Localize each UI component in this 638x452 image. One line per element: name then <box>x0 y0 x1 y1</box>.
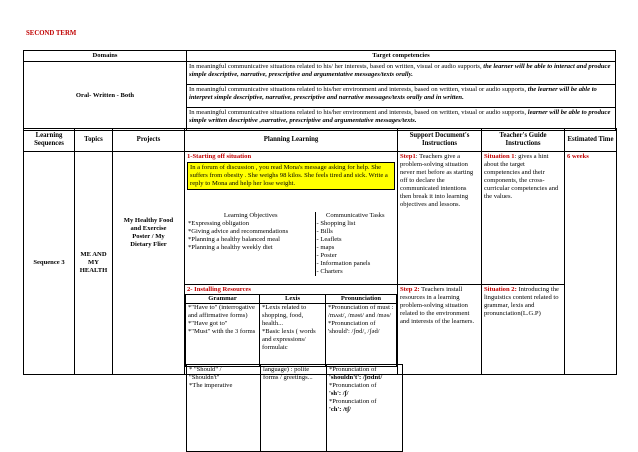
continuation-table <box>186 364 403 452</box>
objectives-tasks <box>187 212 395 276</box>
pronunciation-continued <box>327 365 403 452</box>
step2-text: Teachers install resources in a learning problem-solving situation related to the environment and interests of the learners. <box>400 286 475 326</box>
tasks-header: Communicative Tasks <box>315 212 395 220</box>
pronunciation-item: *Pronunciation of 'should': /ʃʊd/, /ʃəd/ <box>328 320 380 336</box>
guide-situation2-cell <box>482 285 565 375</box>
competency-text: In meaningful communicative situations related to his/her environment and interests, based on written, visual or audio supports, <box>189 86 528 94</box>
task-item: - Charters <box>316 268 343 276</box>
pronunciation-list <box>326 304 397 367</box>
objective-item: *Giving advice and recommendations <box>188 228 289 236</box>
pronunciation-header: Pronunciation <box>326 295 397 304</box>
estimated-time-header: Estimated Time <box>565 129 617 152</box>
tasks-list <box>315 220 395 276</box>
pronunciation-item: *Pronunciation of <box>329 366 377 373</box>
competency-goal: learner will be able to produce simple written descriptive ,narrative, prescriptive and argumentative messages/texts. <box>189 109 611 125</box>
support-doc-header: Support Document's Instructions <box>398 129 482 152</box>
objectives-header: Learning Objectives <box>223 212 278 220</box>
guide-situation1-cell <box>482 152 565 285</box>
grammar-item: *"Have to" (interrogative and affirmative forms) <box>188 304 255 320</box>
situation2-text: Introducing the linguistics content related to grammar, lexis and pronunciation(L.G.P) <box>484 286 559 318</box>
task-item: - Poster <box>316 252 337 260</box>
grammar-list <box>186 304 260 367</box>
learning-sequences-header: Learning Sequences <box>24 129 75 152</box>
topic-label: ME AND MY HEALTH <box>79 250 108 275</box>
situation1-text: : gives a hint about the target competencies and their components, the cross-curricular competencies and the values. <box>484 153 559 201</box>
grammar-item: "Shouldn't" <box>189 374 220 382</box>
estimated-time-value: 6 weeks <box>567 153 589 160</box>
grammar-continued <box>187 365 261 452</box>
lexis-item: forms / greetings... <box>263 374 313 382</box>
competency-goal: the learner will be able to interact and produce simple descriptive, narrative, prescriptive and argumentative messages/texts orally. <box>189 63 611 79</box>
pronunciation-item: 'shouldn't': /ʃʊdnt/ <box>329 374 383 382</box>
competencies-table <box>23 50 616 131</box>
grammar-header: Grammar <box>186 295 260 304</box>
objectives-list <box>187 220 315 276</box>
installing-cell <box>185 285 398 375</box>
objective-item: *Planning a healthy balanced meal <box>188 236 280 244</box>
competency-row <box>187 62 616 85</box>
situation-box: In a forum of discussion , you read Mona's message asking for help. She suffers from obesity . She weighs 98 kilos. She feels tired and sick. Write a reply to Mona and help her lose weight. <box>187 162 395 190</box>
pronunciation-item: 'sh': /ʃ/ <box>329 390 349 398</box>
competency-goal: the learner will be able to interpret simple descriptive, narrative, prescriptive and narrative messages/texts orally and in written. <box>189 86 597 102</box>
pronunciation-item: *Pronunciation of <box>329 398 377 406</box>
competency-row <box>187 85 616 108</box>
project-cell <box>113 152 185 375</box>
planning-table <box>23 128 617 375</box>
starting-off-title: 1-Starting off situation <box>187 153 252 160</box>
step1-text: : Teachers give a problem-solving situation never met before as starting off to declare the communicated intentions then break it into learning objectives and lessons. <box>400 153 474 209</box>
task-item: - Leaflets <box>316 236 342 244</box>
target-competencies-header: Target competencies <box>187 51 616 62</box>
sequence-label: Sequence 3 <box>33 258 65 266</box>
project-label: My Healthy Food and Exercise Poster / My Dietary Flier <box>123 216 174 249</box>
grammar-item: * "Should" / <box>189 366 222 373</box>
pronunciation-item: 'ch': /tʃ/ <box>329 406 351 414</box>
task-item: - Information panels <box>316 260 371 268</box>
resources-subtable <box>185 294 397 367</box>
domain-cell <box>24 62 187 131</box>
lexis-item: *Basic lexis ( words and expressions/ formulaic <box>262 328 316 352</box>
competency-text: In meaningful communicative situations related to his/ her interests, based on written, visual or audio supports, <box>189 63 484 71</box>
task-item: - Bills <box>316 228 333 236</box>
starting-off-cell <box>185 152 398 285</box>
objective-item: *Planning a healthy weekly diet <box>188 244 273 252</box>
projects-header: Projects <box>113 129 185 152</box>
support-step1-cell <box>398 152 482 285</box>
domains-header: Domains <box>24 51 187 62</box>
task-item: - Shopping list <box>316 220 356 228</box>
grammar-item: *"Have got to" <box>188 320 228 328</box>
pronunciation-item: *Pronunciation of <box>329 382 377 390</box>
objective-item: *Expressing obligation <box>188 220 249 228</box>
competency-text: In meaningful communicative situations related to his/her environment and interests, based on written, visual or audio supports, <box>189 109 528 117</box>
situation2-label: Situation 2: <box>484 286 517 293</box>
installing-title: 2- Installing Resources <box>187 286 251 293</box>
situation1-label: Situation 1 <box>484 153 515 160</box>
lexis-item: *Lexis related to shopping, food, health... <box>262 304 307 328</box>
step2-label: Step 2: <box>400 286 420 293</box>
lexis-continued <box>261 365 327 452</box>
topics-header: Topics <box>75 129 113 152</box>
domain-label: Oral- Written - Both <box>75 92 135 100</box>
page-title: SECOND TERM <box>26 30 77 37</box>
grammar-item: *"Must" with the 3 forms <box>188 328 256 336</box>
pronunciation-item: *Pronunciation of must : /mʌst/, /məst/ and /məs/ <box>328 304 394 320</box>
task-item: - maps <box>316 244 335 252</box>
lexis-header: Lexis <box>260 295 326 304</box>
step1-label: Step1 <box>400 153 416 160</box>
lexis-list <box>260 304 326 367</box>
lexis-item: language) : polite <box>263 366 310 373</box>
support-step2-cell <box>398 285 482 375</box>
topic-cell <box>75 152 113 375</box>
sequence-cell <box>24 152 75 375</box>
teacher-guide-header: Teacher's Guide Instructions <box>482 129 565 152</box>
grammar-item: *The imperative <box>189 382 233 390</box>
planning-learning-header: Planning Learning <box>185 129 398 152</box>
time-cell <box>565 152 617 375</box>
